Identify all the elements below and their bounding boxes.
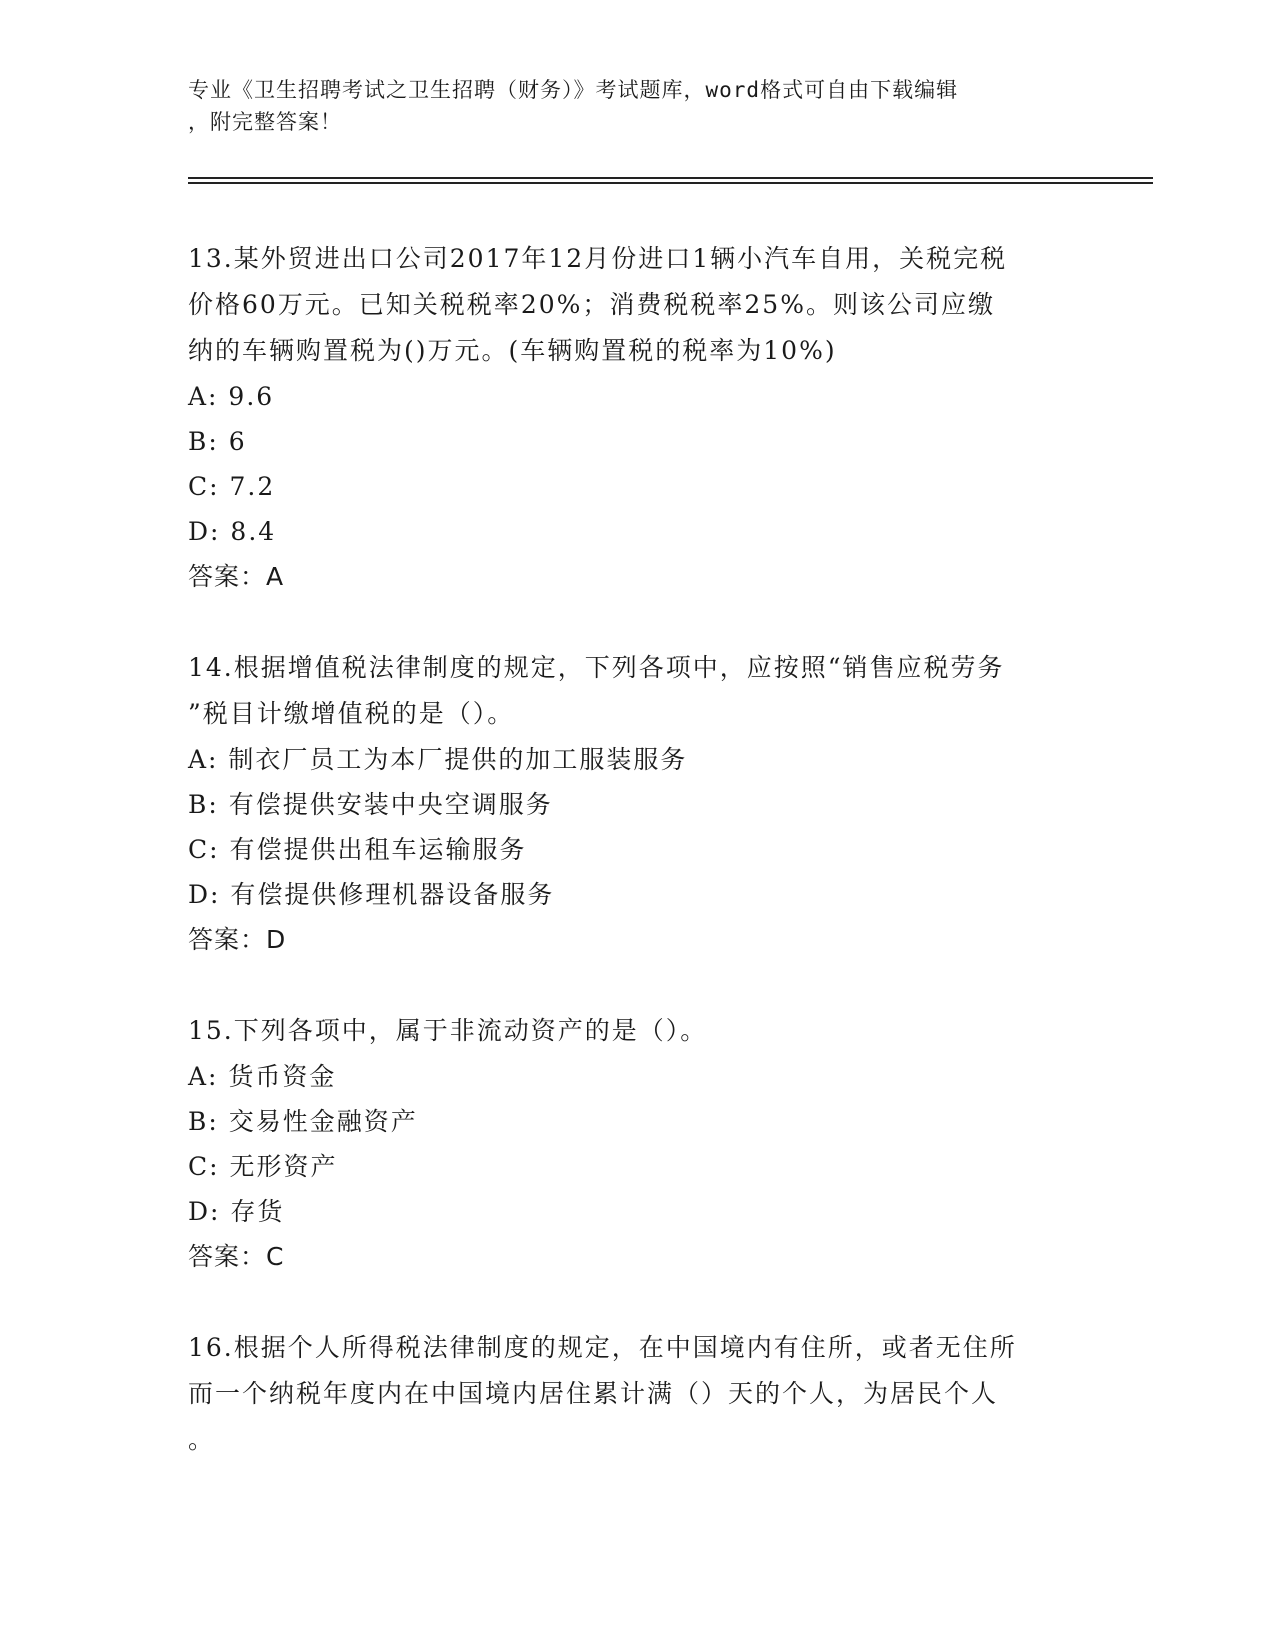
option-d: D: 有偿提供修理机器设备服务 bbox=[188, 880, 555, 909]
question-stem-line: 而一个纳税年度内在中国境内居住累计满（）天的个人，为居民个人 bbox=[188, 1379, 999, 1408]
answer-line: 答案：A bbox=[188, 562, 285, 591]
option-c: C: 无形资产 bbox=[188, 1152, 338, 1181]
answer-line: 答案：C bbox=[188, 1242, 285, 1271]
option-b: B: 有偿提供安装中央空调服务 bbox=[188, 790, 553, 819]
question-stem-line: 价格60万元。已知关税税率20%；消费税税率25%。则该公司应缴 bbox=[188, 290, 995, 319]
header-divider-top bbox=[188, 177, 1153, 179]
option-b: B: 6 bbox=[188, 427, 247, 456]
option-b: B: 交易性金融资产 bbox=[188, 1107, 418, 1136]
question-stem-line: 13.某外贸进出口公司2017年12月份进口1辆小汽车自用，关税完税 bbox=[188, 244, 1008, 273]
option-a: A: 货币资金 bbox=[188, 1062, 337, 1091]
option-a: A: 制衣厂员工为本厂提供的加工服装服务 bbox=[188, 745, 688, 774]
question-stem-line: 16.根据个人所得税法律制度的规定，在中国境内有住所，或者无住所 bbox=[188, 1333, 1017, 1362]
question-14 bbox=[188, 645, 1068, 963]
header-line-1: 专业《卫生招聘考试之卫生招聘（财务）》考试题库，word格式可自由下载编辑 bbox=[188, 78, 959, 102]
document-header bbox=[188, 74, 1068, 138]
question-stem-line: ”税目计缴增值税的是（）。 bbox=[188, 699, 515, 728]
answer-line: 答案：D bbox=[188, 925, 287, 954]
option-d: D: 8.4 bbox=[188, 517, 277, 546]
option-a: A: 9.6 bbox=[188, 382, 275, 411]
header-divider-bottom bbox=[188, 182, 1153, 184]
question-stem-line: 纳的车辆购置税为()万元。(车辆购置税的税率为10%) bbox=[188, 336, 837, 365]
question-16 bbox=[188, 1325, 1068, 1463]
option-d: D: 存货 bbox=[188, 1197, 285, 1226]
question-stem-line: 15.下列各项中，属于非流动资产的是（）。 bbox=[188, 1016, 708, 1045]
question-15 bbox=[188, 1008, 1068, 1280]
header-line-2: ，附完整答案！ bbox=[188, 110, 342, 134]
question-stem-line: 14.根据增值税法律制度的规定，下列各项中，应按照“销售应税劳务 bbox=[188, 653, 1005, 682]
question-13 bbox=[188, 236, 1068, 600]
option-c: C: 7.2 bbox=[188, 472, 276, 501]
option-c: C: 有偿提供出租车运输服务 bbox=[188, 835, 527, 864]
question-stem-line: 。 bbox=[188, 1425, 216, 1454]
